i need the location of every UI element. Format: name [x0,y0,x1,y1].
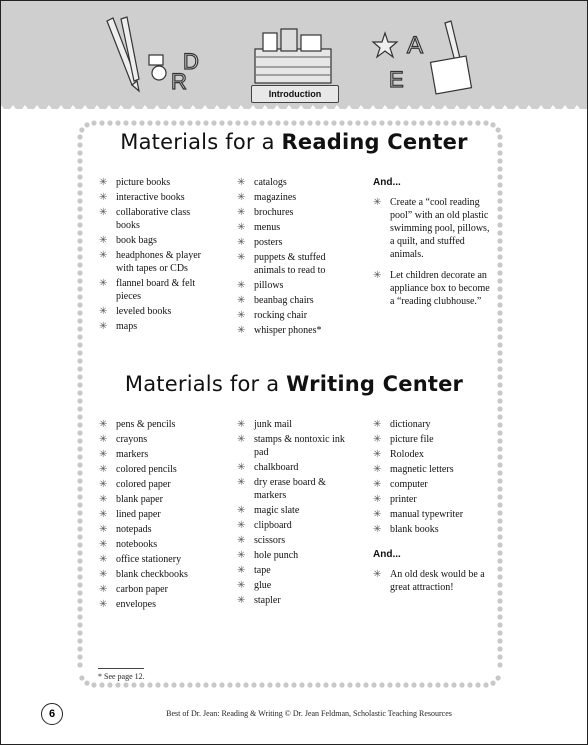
writing-item [373,448,493,461]
bullet-icon: ✳ [99,479,108,490]
writing-idea [373,568,493,594]
reading-item [99,176,209,189]
bullet-icon: ✳ [99,569,108,580]
list-item-text: rocking chair [254,310,308,321]
bullet-icon: ✳ [99,584,108,595]
list-item-text: dictionary [390,419,431,430]
bullet-icon: ✳ [237,192,246,203]
bullet-icon: ✳ [237,477,246,488]
list-item-text: Rolodex [390,449,424,460]
writing-item [237,519,352,532]
list-item-text: office stationery [116,554,182,565]
reading-center-title: Materials for a Reading Center [120,130,468,154]
list-item-text: carbon paper [116,584,168,595]
list-item-text: maps [116,321,138,332]
page-number: 6 [41,703,63,725]
bullet-icon: ✳ [373,479,382,490]
svg-text:E: E [389,67,404,92]
list-item-text: crayons [116,434,148,445]
bullet-icon: ✳ [99,321,108,332]
bullet-icon: ✳ [373,197,382,208]
writing-item [237,504,352,517]
bullet-icon: ✳ [237,419,246,430]
bullet-icon: ✳ [237,595,246,606]
writing-item [99,538,214,551]
list-item-text: picture books [116,177,171,188]
list-item-text: interactive books [116,192,185,203]
bullet-icon: ✳ [373,434,382,445]
list-item-text: glue [254,580,272,591]
reading-item [237,221,352,234]
writing-item [237,433,352,459]
bullet-icon: ✳ [99,494,108,505]
writing-item [99,598,214,611]
bullet-icon: ✳ [99,278,108,289]
writing-item [373,493,493,506]
list-item-text: notebooks [116,539,158,550]
list-item-text: notepads [116,524,152,535]
bullet-icon: ✳ [237,310,246,321]
list-item-text: colored pencils [116,464,177,475]
writing-item [237,461,352,474]
reading-column-1 [99,176,209,335]
bullet-icon: ✳ [237,505,246,516]
bullet-icon: ✳ [237,280,246,291]
bullet-icon: ✳ [237,535,246,546]
bullet-icon: ✳ [237,177,246,188]
writing-item [373,478,493,491]
list-item-text: junk mail [254,419,293,430]
pencils-illustration [101,15,211,95]
reading-item [99,320,209,333]
bullet-icon: ✳ [237,295,246,306]
writing-item [373,508,493,521]
writing-item [373,523,493,536]
copyright-credit: Best of Dr. Jean: Reading & Writing © Dr. Jean Feldman, Scholastic Teaching Resources [166,709,452,718]
list-item-text: dry erase board & markers [254,477,326,501]
list-item-text: blank paper [116,494,163,505]
bullet-icon: ✳ [99,434,108,445]
list-item-text: pens & pencils [116,419,176,430]
writing-item [237,476,352,502]
reading-item [99,249,209,275]
list-item-text: catalogs [254,177,287,188]
writing-item [99,448,214,461]
bullet-icon: ✳ [99,250,108,261]
list-item-text: colored paper [116,479,171,490]
reading-item [237,309,352,322]
list-item-text: headphones & player with tapes or CDs [116,250,201,274]
list-item-text: pillows [254,280,284,291]
writing-item [99,583,214,596]
list-item-text: blank checkbooks [116,569,188,580]
bullet-icon: ✳ [99,207,108,218]
basket-illustration [251,23,335,85]
page-header [1,1,587,109]
list-item-text: lined paper [116,509,161,520]
writing-and-label: And... [373,549,401,560]
reading-item [99,206,209,232]
writing-item [237,594,352,607]
reading-idea [373,196,493,261]
reading-item [237,236,352,249]
list-item-text: posters [254,237,283,248]
writing-item [373,433,493,446]
list-item-text: manual typewriter [390,509,464,520]
svg-text:R: R [171,69,187,94]
writing-item [99,478,214,491]
reading-item [237,324,352,337]
reading-item [237,279,352,292]
reading-item [99,277,209,303]
bullet-icon: ✳ [373,449,382,460]
bullet-icon: ✳ [373,569,382,580]
writing-item [237,534,352,547]
list-item-text: magnetic letters [390,464,454,475]
bullet-icon: ✳ [237,580,246,591]
list-item-text: menus [254,222,281,233]
reading-item [99,234,209,247]
list-item-text: magic slate [254,505,300,516]
list-item-text: Create a “cool reading pool” with an old plastic swimming pool, pillows, a quilt, and stuffed animals. [390,197,490,260]
bullet-icon: ✳ [99,177,108,188]
bullet-icon: ✳ [99,449,108,460]
list-item-text: envelopes [116,599,156,610]
stars-illustration [371,15,483,97]
writing-item [99,508,214,521]
bullet-icon: ✳ [99,306,108,317]
writing-item [237,579,352,592]
writing-item [99,523,214,536]
writing-item [237,549,352,562]
writing-column-1 [99,418,214,613]
reading-column-3 [373,176,493,316]
bullet-icon: ✳ [99,464,108,475]
writing-item [99,493,214,506]
list-item-text: book bags [116,235,157,246]
list-item-text: brochures [254,207,294,218]
list-item-text: computer [390,479,428,490]
list-item-text: An old desk would be a great attraction! [390,569,485,593]
reading-idea [373,269,493,308]
footnote-text: * See page 12. [98,672,145,681]
writing-item [99,433,214,446]
writing-item [99,418,214,431]
reading-column-2 [237,176,352,339]
bullet-icon: ✳ [99,554,108,565]
writing-item [237,564,352,577]
list-item-text: stapler [254,595,281,606]
list-item-text: whisper phones* [254,325,322,336]
bullet-icon: ✳ [373,419,382,430]
bullet-icon: ✳ [237,325,246,336]
list-item-text: collaborative class books [116,207,191,231]
writing-item [373,463,493,476]
bullet-icon: ✳ [237,550,246,561]
list-item-text: tape [254,565,271,576]
list-item-text: leveled books [116,306,172,317]
bullet-icon: ✳ [99,509,108,520]
list-item-text: picture file [390,434,434,445]
reading-item [237,191,352,204]
writing-item [99,568,214,581]
reading-item [99,191,209,204]
writing-item [237,418,352,431]
bullet-icon: ✳ [373,464,382,475]
reading-item [237,294,352,307]
list-item-text: flannel board & felt pieces [116,278,196,302]
reading-item [237,206,352,219]
list-item-text: beanbag chairs [254,295,314,306]
footnote-rule [98,668,144,669]
footnote [98,668,238,681]
list-item-text: Let children decorate an appliance box to become a “reading clubhouse.” [390,270,490,307]
bullet-icon: ✳ [99,524,108,535]
writing-center-title: Materials for a Writing Center [124,372,464,396]
list-item-text: magazines [254,192,297,203]
bullet-icon: ✳ [373,509,382,520]
bullet-icon: ✳ [237,434,246,445]
writing-column-2 [237,418,352,609]
bullet-icon: ✳ [99,419,108,430]
list-item-text: blank books [390,524,439,535]
bullet-icon: ✳ [373,494,382,505]
writing-item [99,463,214,476]
list-item-text: markers [116,449,149,460]
list-item-text: scissors [254,535,286,546]
bullet-icon: ✳ [237,237,246,248]
list-item-text: chalkboard [254,462,299,473]
writing-item [99,553,214,566]
writing-column-3 [373,418,493,596]
bullet-icon: ✳ [99,599,108,610]
list-item-text: puppets & stuffed animals to read to [254,252,326,276]
bullet-icon: ✳ [99,539,108,550]
reading-item [99,305,209,318]
reading-item [237,176,352,189]
list-item-text: stamps & nontoxic ink pad [254,434,345,458]
bullet-icon: ✳ [99,235,108,246]
bullet-icon: ✳ [237,462,246,473]
bullet-icon: ✳ [237,222,246,233]
writing-item [373,418,493,431]
bullet-icon: ✳ [237,565,246,576]
list-item-text: hole punch [254,550,299,561]
reading-item [237,251,352,277]
reading-and-label: And... [373,177,401,188]
bullet-icon: ✳ [99,192,108,203]
list-item-text: printer [390,494,417,505]
bullet-icon: ✳ [373,524,382,535]
bullet-icon: ✳ [237,252,246,263]
bullet-icon: ✳ [237,207,246,218]
section-tab: Introduction [251,85,339,103]
bullet-icon: ✳ [237,520,246,531]
svg-text:A: A [407,32,424,59]
bullet-icon: ✳ [373,270,382,281]
list-item-text: clipboard [254,520,292,531]
svg-text:D: D [183,49,199,74]
